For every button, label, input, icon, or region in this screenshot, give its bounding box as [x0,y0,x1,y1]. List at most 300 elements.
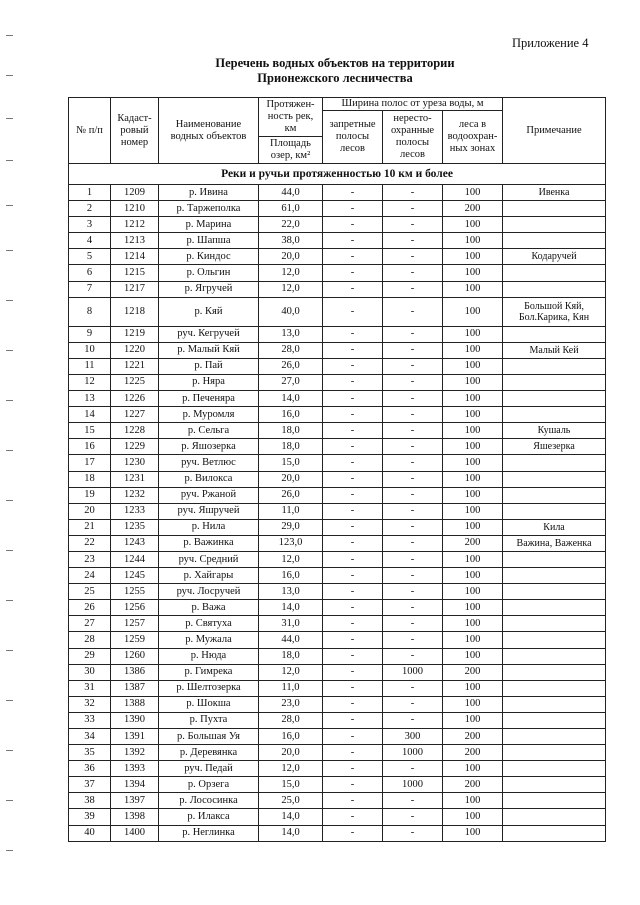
cell-spawning: - [383,471,443,487]
cell-name: р. Хайгары [159,568,259,584]
cell-note [503,233,606,249]
cell-length: 12,0 [259,664,323,680]
water-bodies-table [68,97,606,842]
cell-water-protection: 100 [443,326,503,342]
cell-water-protection: 100 [443,632,503,648]
table-row [69,793,606,809]
cell-note [503,712,606,728]
cell-cadastral: 1259 [111,632,159,648]
header-width-group: Ширина полос от уреза воды, м [323,98,503,111]
cell-cadastral: 1387 [111,680,159,696]
cell-cadastral: 1398 [111,809,159,825]
cell-length: 18,0 [259,423,323,439]
cell-num: 17 [69,455,111,471]
cell-note [503,326,606,342]
cell-note: Кила [503,519,606,535]
table-row [69,487,606,503]
cell-spawning: - [383,439,443,455]
cell-spawning: - [383,712,443,728]
cell-cadastral: 1391 [111,729,159,745]
margin-tick [6,35,13,36]
cell-spawning: - [383,455,443,471]
cell-spawning: - [383,793,443,809]
cell-restricted: - [323,391,383,407]
cell-cadastral: 1244 [111,551,159,567]
cell-name: р. Вилокса [159,471,259,487]
margin-tick [6,550,13,551]
cell-note [503,471,606,487]
cell-length: 23,0 [259,696,323,712]
cell-spawning: - [383,600,443,616]
header-cadastral: Кадаст-ровый номер [111,98,159,164]
cell-cadastral: 1255 [111,584,159,600]
cell-note [503,407,606,423]
cell-note [503,745,606,761]
cell-note: Большой Кяй, Бол.Карика, Кян [503,297,606,326]
cell-spawning: - [383,423,443,439]
cell-num: 21 [69,519,111,535]
cell-spawning: - [383,632,443,648]
cell-water-protection: 100 [443,551,503,567]
cell-num: 37 [69,777,111,793]
cell-restricted: - [323,745,383,761]
cell-spawning: - [383,680,443,696]
cell-water-protection: 100 [443,185,503,201]
cell-length: 26,0 [259,358,323,374]
cell-note [503,568,606,584]
margin-tick [6,400,13,401]
table-row [69,471,606,487]
cell-restricted: - [323,423,383,439]
cell-spawning: 1000 [383,777,443,793]
cell-spawning: - [383,265,443,281]
cell-length: 12,0 [259,551,323,567]
margin-tick [6,450,13,451]
table-row [69,616,606,632]
cell-num: 38 [69,793,111,809]
header-name: Наименование водных объектов [159,98,259,164]
cell-name: р. Большая Уя [159,729,259,745]
margin-tick [6,350,13,351]
cell-note [503,680,606,696]
cell-cadastral: 1233 [111,503,159,519]
cell-water-protection: 100 [443,358,503,374]
cell-note: Важина, Важенка [503,535,606,551]
margin-tick [6,75,13,76]
cell-cadastral: 1226 [111,391,159,407]
cell-name: р. Пай [159,358,259,374]
cell-num: 35 [69,745,111,761]
cell-spawning: - [383,535,443,551]
cell-cadastral: 1218 [111,297,159,326]
cell-restricted: - [323,471,383,487]
cell-note [503,503,606,519]
cell-restricted: - [323,648,383,664]
cell-cadastral: 1210 [111,201,159,217]
cell-num: 7 [69,281,111,297]
cell-name: руч. Средний [159,551,259,567]
table-row [69,217,606,233]
cell-restricted: - [323,777,383,793]
cell-note: Ивенка [503,185,606,201]
cell-name: р. Шокша [159,696,259,712]
cell-spawning: - [383,217,443,233]
cell-length: 28,0 [259,712,323,728]
cell-water-protection: 100 [443,407,503,423]
cell-length: 16,0 [259,568,323,584]
cell-spawning: - [383,201,443,217]
cell-note [503,374,606,390]
cell-cadastral: 1212 [111,217,159,233]
header-num: № п/п [69,98,111,164]
cell-length: 16,0 [259,729,323,745]
cell-water-protection: 100 [443,793,503,809]
table-row [69,265,606,281]
cell-spawning: 300 [383,729,443,745]
cell-note [503,391,606,407]
table-row [69,249,606,265]
cell-restricted: - [323,664,383,680]
table-row [69,664,606,680]
cell-cadastral: 1230 [111,455,159,471]
table-row [69,358,606,374]
cell-spawning: - [383,487,443,503]
table-row [69,374,606,390]
header-spawning: нересто-охранные полосы лесов [383,111,443,164]
cell-name: руч. Педай [159,761,259,777]
table-row [69,455,606,471]
table-body [69,164,606,842]
cell-length: 44,0 [259,632,323,648]
cell-restricted: - [323,680,383,696]
cell-restricted: - [323,600,383,616]
cell-note [503,455,606,471]
cell-name: р. Деревянка [159,745,259,761]
cell-restricted: - [323,265,383,281]
cell-name: р. Мужала [159,632,259,648]
table-row [69,584,606,600]
header-restricted: запретные полосы лесов [323,111,383,164]
cell-spawning: - [383,233,443,249]
cell-water-protection: 100 [443,761,503,777]
cell-name: р. Нила [159,519,259,535]
table-row [69,648,606,664]
cell-spawning: - [383,407,443,423]
cell-cadastral: 1215 [111,265,159,281]
cell-length: 44,0 [259,185,323,201]
cell-cadastral: 1393 [111,761,159,777]
cell-num: 25 [69,584,111,600]
cell-water-protection: 100 [443,809,503,825]
cell-length: 12,0 [259,281,323,297]
margin-tick [6,500,13,501]
cell-water-protection: 100 [443,696,503,712]
cell-name: р. Лососинка [159,793,259,809]
cell-restricted: - [323,487,383,503]
cell-cadastral: 1243 [111,535,159,551]
cell-name: р. Марина [159,217,259,233]
cell-spawning: - [383,342,443,358]
cell-water-protection: 100 [443,471,503,487]
cell-length: 20,0 [259,745,323,761]
cell-cadastral: 1394 [111,777,159,793]
cell-num: 36 [69,761,111,777]
cell-num: 16 [69,439,111,455]
cell-water-protection: 100 [443,503,503,519]
cell-length: 29,0 [259,519,323,535]
cell-restricted: - [323,729,383,745]
cell-length: 26,0 [259,487,323,503]
cell-spawning: - [383,568,443,584]
cell-name: р. Гимрека [159,664,259,680]
cell-length: 14,0 [259,600,323,616]
cell-water-protection: 100 [443,217,503,233]
header-note: Примечание [503,98,606,164]
cell-num: 33 [69,712,111,728]
cell-name: р. Яшозерка [159,439,259,455]
cell-water-protection: 200 [443,201,503,217]
cell-water-protection: 200 [443,535,503,551]
title-line-1: Перечень водных объектов на территории [215,56,455,70]
cell-note [503,358,606,374]
cell-restricted: - [323,551,383,567]
cell-num: 13 [69,391,111,407]
cell-spawning: - [383,358,443,374]
cell-num: 3 [69,217,111,233]
cell-spawning: 1000 [383,745,443,761]
table-row [69,326,606,342]
cell-water-protection: 100 [443,455,503,471]
cell-restricted: - [323,358,383,374]
table-row [69,680,606,696]
cell-note [503,201,606,217]
cell-length: 14,0 [259,809,323,825]
cell-cadastral: 1225 [111,374,159,390]
cell-note [503,217,606,233]
cell-spawning: - [383,825,443,841]
cell-length: 14,0 [259,391,323,407]
header-area: Площадь озер, км² [259,137,323,164]
cell-name: р. Нюда [159,648,259,664]
cell-restricted: - [323,616,383,632]
cell-restricted: - [323,535,383,551]
cell-name: р. Ягручей [159,281,259,297]
cell-note [503,761,606,777]
cell-restricted: - [323,249,383,265]
cell-num: 27 [69,616,111,632]
table-row [69,568,606,584]
table-row [69,439,606,455]
cell-spawning: - [383,281,443,297]
cell-water-protection: 100 [443,423,503,439]
margin-tick [6,160,13,161]
cell-length: 15,0 [259,455,323,471]
cell-cadastral: 1386 [111,664,159,680]
cell-cadastral: 1392 [111,745,159,761]
cell-restricted: - [323,632,383,648]
cell-note [503,551,606,567]
cell-num: 40 [69,825,111,841]
cell-name: р. Важинка [159,535,259,551]
cell-num: 20 [69,503,111,519]
cell-length: 14,0 [259,825,323,841]
table-row [69,551,606,567]
margin-tick [6,800,13,801]
cell-water-protection: 200 [443,777,503,793]
cell-spawning: - [383,616,443,632]
cell-name: р. Ольгин [159,265,259,281]
cell-note [503,616,606,632]
cell-length: 18,0 [259,439,323,455]
cell-water-protection: 100 [443,584,503,600]
cell-length: 20,0 [259,471,323,487]
cell-num: 4 [69,233,111,249]
cell-length: 16,0 [259,407,323,423]
margin-ticks [0,0,20,905]
cell-water-protection: 200 [443,729,503,745]
cell-length: 22,0 [259,217,323,233]
cell-name: р. Печеняра [159,391,259,407]
cell-restricted: - [323,185,383,201]
cell-name: р. Важа [159,600,259,616]
cell-length: 13,0 [259,326,323,342]
cell-num: 9 [69,326,111,342]
table-row [69,233,606,249]
cell-length: 11,0 [259,680,323,696]
cell-length: 13,0 [259,584,323,600]
cell-restricted: - [323,439,383,455]
cell-note: Кушаль [503,423,606,439]
cell-restricted: - [323,584,383,600]
cell-name: р. Шапша [159,233,259,249]
cell-length: 123,0 [259,535,323,551]
cell-note [503,696,606,712]
cell-cadastral: 1217 [111,281,159,297]
cell-cadastral: 1400 [111,825,159,841]
cell-cadastral: 1245 [111,568,159,584]
table-row [69,535,606,551]
table-row [69,281,606,297]
cell-note [503,632,606,648]
table-row [69,696,606,712]
cell-note [503,664,606,680]
cell-num: 19 [69,487,111,503]
cell-name: р. Сельга [159,423,259,439]
cell-note: Кодаручей [503,249,606,265]
cell-note [503,825,606,841]
table-row [69,777,606,793]
table-row [69,600,606,616]
cell-length: 18,0 [259,648,323,664]
cell-restricted: - [323,712,383,728]
cell-spawning: - [383,551,443,567]
header-length: Протяжен-ность рек, км [259,98,323,137]
cell-cadastral: 1214 [111,249,159,265]
cell-num: 12 [69,374,111,390]
table-row [69,185,606,201]
cell-cadastral: 1219 [111,326,159,342]
cell-length: 12,0 [259,761,323,777]
cell-restricted: - [323,342,383,358]
cell-water-protection: 200 [443,664,503,680]
cell-length: 40,0 [259,297,323,326]
margin-tick [6,750,13,751]
cell-water-protection: 100 [443,249,503,265]
cell-restricted: - [323,297,383,326]
cell-name: р. Святуха [159,616,259,632]
table-row [69,809,606,825]
cell-num: 23 [69,551,111,567]
cell-cadastral: 1232 [111,487,159,503]
cell-length: 28,0 [259,342,323,358]
cell-note [503,487,606,503]
cell-restricted: - [323,696,383,712]
cell-name: руч. Ветлюс [159,455,259,471]
cell-note [503,600,606,616]
table-row [69,712,606,728]
cell-water-protection: 100 [443,487,503,503]
cell-spawning: 1000 [383,664,443,680]
cell-name: р. Киндос [159,249,259,265]
cell-num: 22 [69,535,111,551]
cell-spawning: - [383,185,443,201]
cell-length: 31,0 [259,616,323,632]
cell-length: 11,0 [259,503,323,519]
cell-name: р. Няра [159,374,259,390]
cell-num: 32 [69,696,111,712]
cell-restricted: - [323,568,383,584]
cell-cadastral: 1213 [111,233,159,249]
cell-water-protection: 100 [443,297,503,326]
cell-restricted: - [323,825,383,841]
cell-water-protection: 100 [443,616,503,632]
margin-tick [6,700,13,701]
cell-restricted: - [323,793,383,809]
cell-name: р. Ивина [159,185,259,201]
cell-cadastral: 1231 [111,471,159,487]
cell-cadastral: 1221 [111,358,159,374]
cell-water-protection: 100 [443,600,503,616]
cell-num: 10 [69,342,111,358]
cell-water-protection: 100 [443,648,503,664]
cell-name: р. Илакса [159,809,259,825]
cell-note [503,777,606,793]
cell-spawning: - [383,391,443,407]
table-row [69,761,606,777]
table-row [69,825,606,841]
cell-spawning: - [383,648,443,664]
margin-tick [6,118,13,119]
cell-restricted: - [323,503,383,519]
cell-spawning: - [383,326,443,342]
cell-num: 14 [69,407,111,423]
cell-length: 61,0 [259,201,323,217]
cell-note [503,809,606,825]
cell-spawning: - [383,519,443,535]
cell-water-protection: 100 [443,391,503,407]
section-row [69,164,606,185]
cell-cadastral: 1397 [111,793,159,809]
cell-length: 12,0 [259,265,323,281]
cell-num: 24 [69,568,111,584]
cell-note: Малый Кей [503,342,606,358]
cell-restricted: - [323,374,383,390]
cell-length: 25,0 [259,793,323,809]
cell-cadastral: 1229 [111,439,159,455]
cell-cadastral: 1235 [111,519,159,535]
cell-num: 11 [69,358,111,374]
cell-cadastral: 1209 [111,185,159,201]
